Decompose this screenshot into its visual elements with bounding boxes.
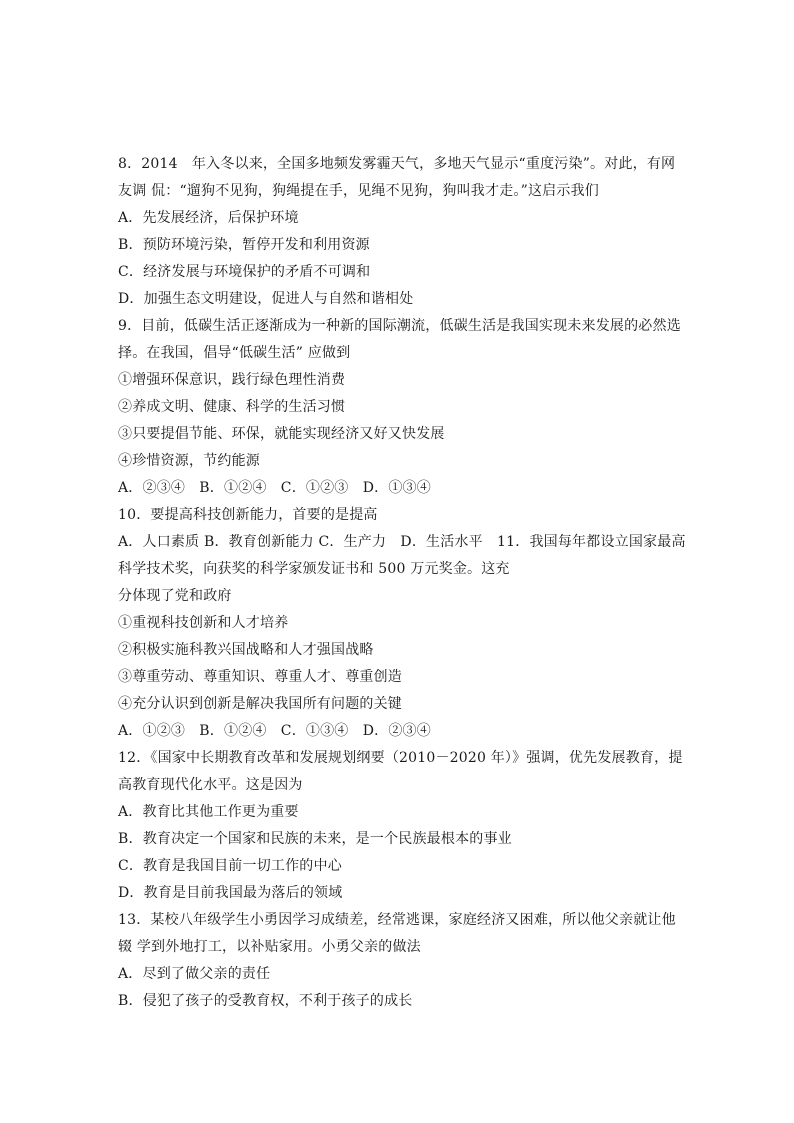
q9-statement-4: ④珍惜资源，节约能源	[118, 453, 260, 469]
q9-statement-2: ②养成文明、健康、科学的生活习惯	[118, 399, 346, 415]
q11-stem-line-2: 科学技术奖，向获奖的科学家颁发证书和 500 万元奖金。这充	[118, 561, 510, 577]
q13-stem-line-1: 13．某校八年级学生小勇因学习成绩差，经常逃课，家庭经济又困难，所以他父亲就让他	[118, 912, 676, 928]
q11-statement-1: ①重视科技创新和人才培养	[118, 615, 289, 631]
q9-statement-1: ①增强环保意识，践行绿色理性消费	[118, 372, 346, 388]
q9-stem-line-1: 9．目前，低碳生活正逐渐成为一种新的国际潮流，低碳生活是我国实现未来发展的必然选	[118, 318, 681, 334]
q8-stem-line-2: 友调 侃：“遛狗不见狗，狗绳提在手，见绳不见狗，狗叫我才走。”这启示我们	[118, 183, 599, 199]
q13-option-a: A．尽到了做父亲的责任	[118, 966, 271, 982]
q12-option-d: D．教育是目前我国最为落后的领域	[118, 885, 343, 901]
q13-stem-line-2: 辍 学到外地打工，以补贴家用。小勇父亲的做法	[118, 939, 421, 955]
q12-stem-line-2: 高教育现代化水平。这是因为	[118, 777, 303, 793]
q9-statement-3: ③只要提倡节能、环保，就能实现经济又好又快发展	[118, 426, 445, 442]
q11-stem-line-3: 分体现了党和政府	[118, 588, 232, 604]
q8-stem-line-1: 8．2014 年入冬以来，全国多地频发雾霾天气，多地天气显示“重度污染”。对此，有网	[118, 156, 676, 172]
q12-option-b: B．教育决定一个国家和民族的未来，是一个民族最根本的事业	[118, 831, 512, 847]
q12-option-a: A．教育比其他工作更为重要	[118, 804, 299, 820]
q11-statement-3: ③尊重劳动、尊重知识、尊重人才、尊重创造	[118, 669, 402, 685]
q11-statement-2: ②积极实施科教兴国战略和人才强国战略	[118, 642, 374, 658]
q10-stem: 10．要提高科技创新能力，首要的是提高	[118, 507, 378, 523]
q9-stem-line-2: 择。在我国，倡导“低碳生活” 应做到	[118, 345, 351, 361]
q11-statement-4: ④充分认识到创新是解决我国所有问题的关键	[118, 696, 402, 712]
q8-option-a: A．先发展经济，后保护环境	[118, 210, 299, 226]
q8-option-d: D．加强生态文明建设，促进人与自然和谐相处	[118, 291, 414, 307]
q10-options-q11-stem: A．人口素质 B．教育创新能力 C．生产力 D．生活水平 11．我国每年都设立国家最高	[118, 534, 686, 550]
q12-stem-line-1: 12．《国家中长期教育改革和发展规划纲要（2010－2020 年）》强调，优先发展教育，提	[118, 750, 683, 766]
q9-options: A．②③④ B．①②④ C．①②③ D．①③④	[118, 480, 431, 496]
q11-options: A．①②③ B．①②④ C．①③④ D．②③④	[118, 723, 431, 739]
q8-option-c: C．经济发展与环境保护的矛盾不可调和	[118, 264, 371, 280]
q13-option-b: B．侵犯了孩子的受教育权，不利于孩子的成长	[118, 993, 413, 1009]
q8-option-b: B．预防环境污染，暂停开发和利用资源	[118, 237, 370, 253]
q12-option-c: C．教育是我国目前一切工作的中心	[118, 858, 342, 874]
